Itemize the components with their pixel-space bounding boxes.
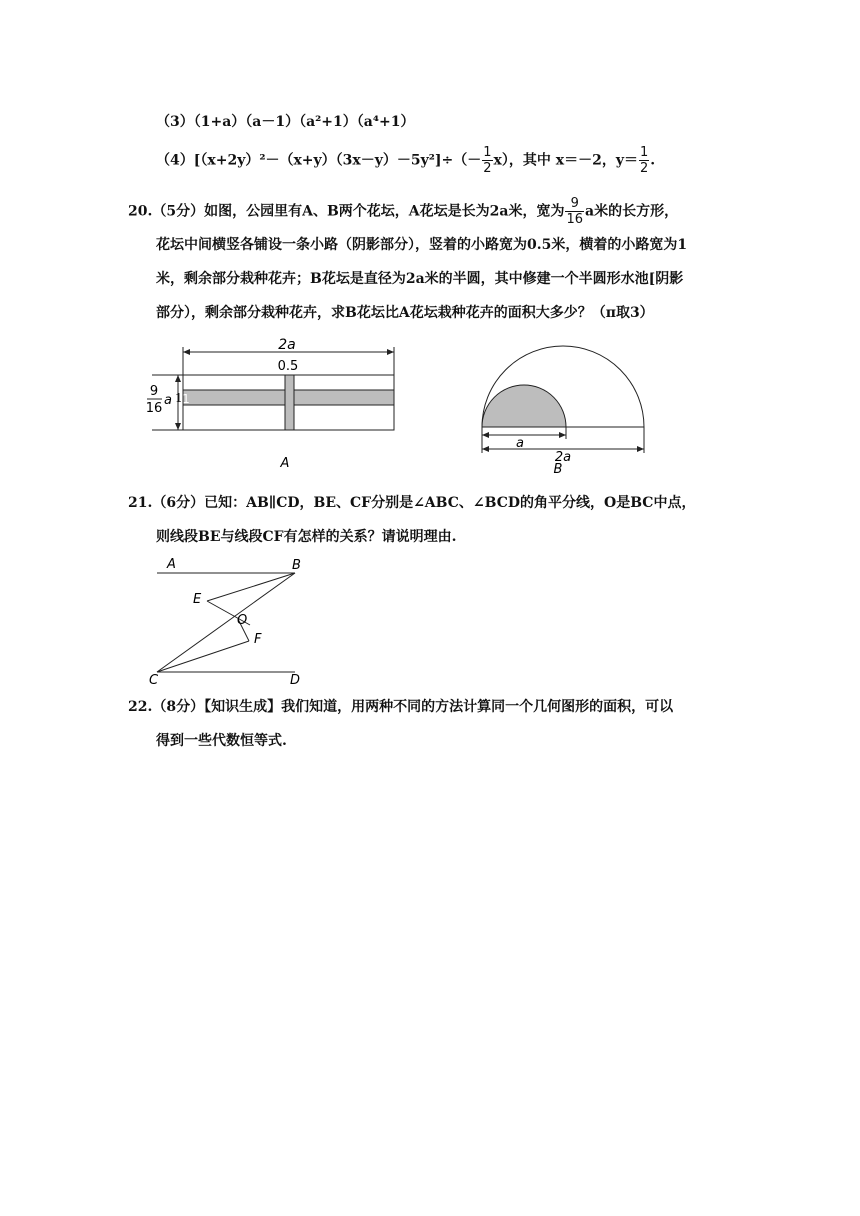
question-22-line-2: 得到一些代数恒等式.: [156, 733, 287, 749]
fraction-denominator: 2: [640, 161, 649, 176]
pond-semicircle: [482, 385, 566, 427]
question-number: 20.: [128, 203, 153, 220]
question-text: （6分）已知：AB∥CD，BE、CF分别是∠ABC、∠BCD的角平分线，O是BC中点，: [152, 495, 696, 511]
question-21-line-2: 则线段BE与线段CF有怎样的关系？请说明理由.: [156, 529, 457, 545]
fraction-one-half: [639, 145, 649, 176]
figure-b-semicircle-garden: [472, 335, 662, 475]
fraction-numerator: 1: [640, 145, 649, 160]
arrow-left: [183, 349, 190, 355]
question-number: 21.: [128, 495, 153, 511]
arrow-2a-left: [482, 446, 489, 452]
question-20-line-1: [128, 196, 678, 227]
segment-cf: [157, 641, 249, 672]
expression-part-2: x），其中 x＝－2，y＝: [493, 152, 638, 169]
segment-bc: [157, 573, 295, 672]
caption-a: A: [280, 456, 290, 471]
label-c: C: [149, 673, 159, 685]
figure-a-path-height-label: 1: [175, 391, 183, 405]
arrow-up: [175, 375, 181, 382]
fraction-numerator: 9: [565, 196, 584, 212]
question-text: （8分）【知识生成】我们知道，用两种不同的方法计算同一个几何图形的面积，可以: [152, 699, 674, 715]
figure-a-rectangle-garden: [140, 335, 420, 475]
question-21-line-1: [128, 496, 695, 510]
label-b: B: [292, 558, 301, 573]
fraction-nine-sixteenths: [565, 196, 584, 227]
question-20-line-2: 花坛中间横竖各铺设一条小路（阴影部分），竖着的小路宽为0.5米，横着的小路宽为1: [156, 237, 688, 253]
vertical-path: [285, 375, 294, 430]
label-fraction-denominator: 16: [145, 401, 163, 416]
label-e: E: [193, 592, 202, 607]
fraction-one-half: [482, 145, 492, 176]
problem-19-4: [156, 145, 655, 176]
question-20-line-4: 部分），剩余部分栽种花卉，求B花坛比A花坛栽种花卉的面积大多少？（π取3）: [156, 305, 654, 321]
question-22-line-1: [128, 700, 673, 714]
question-20-line-3: 米，剩余部分栽种花卉；B花坛是直径为2a米的半圆，其中修建一个半圆形水池[阴影: [156, 271, 684, 287]
segment-be: [207, 573, 295, 601]
label-fraction-numerator: 9: [149, 384, 159, 399]
fraction-numerator: 1: [483, 145, 492, 160]
label-path-height: 1: [182, 392, 190, 406]
arrow-down: [175, 423, 181, 430]
label-f: F: [254, 632, 262, 647]
subproblem-number: （4）: [156, 152, 194, 169]
label-2a: 2a: [554, 450, 572, 465]
fraction-denominator: 2: [483, 161, 492, 176]
label-o: O: [237, 613, 248, 628]
subproblem-number: （3）: [156, 114, 194, 130]
label-2a: 2a: [278, 337, 296, 353]
arrow-2a-right: [637, 446, 644, 452]
label-d: D: [290, 673, 301, 685]
fraction-denominator: 16: [566, 212, 584, 227]
expression: （1+a）（a－1）（a²+1）（a⁴+1）: [193, 114, 415, 130]
label-a: A: [167, 557, 176, 572]
label-a: a: [516, 436, 524, 451]
label-a: a: [164, 393, 172, 408]
arrow-a-left: [482, 432, 489, 438]
expression-end: .: [650, 152, 656, 169]
question-text: （5分）如图，公园里有A、B两个花坛，A花坛是长为2a米，宽为: [152, 203, 565, 220]
figure-21-parallel-lines: [145, 553, 315, 685]
label-path-width: 0.5: [277, 359, 299, 374]
question-number: 22.: [128, 699, 153, 715]
question-text: a米的长方形，: [585, 203, 679, 220]
problem-19-3: [156, 115, 414, 129]
arrow-right: [387, 349, 394, 355]
arrow-a-right: [559, 432, 566, 438]
caption-b: B: [553, 462, 563, 475]
expression-part-1: [（x+2y）²－（x+y）（3x－y）－5y²]÷（－: [193, 152, 482, 169]
